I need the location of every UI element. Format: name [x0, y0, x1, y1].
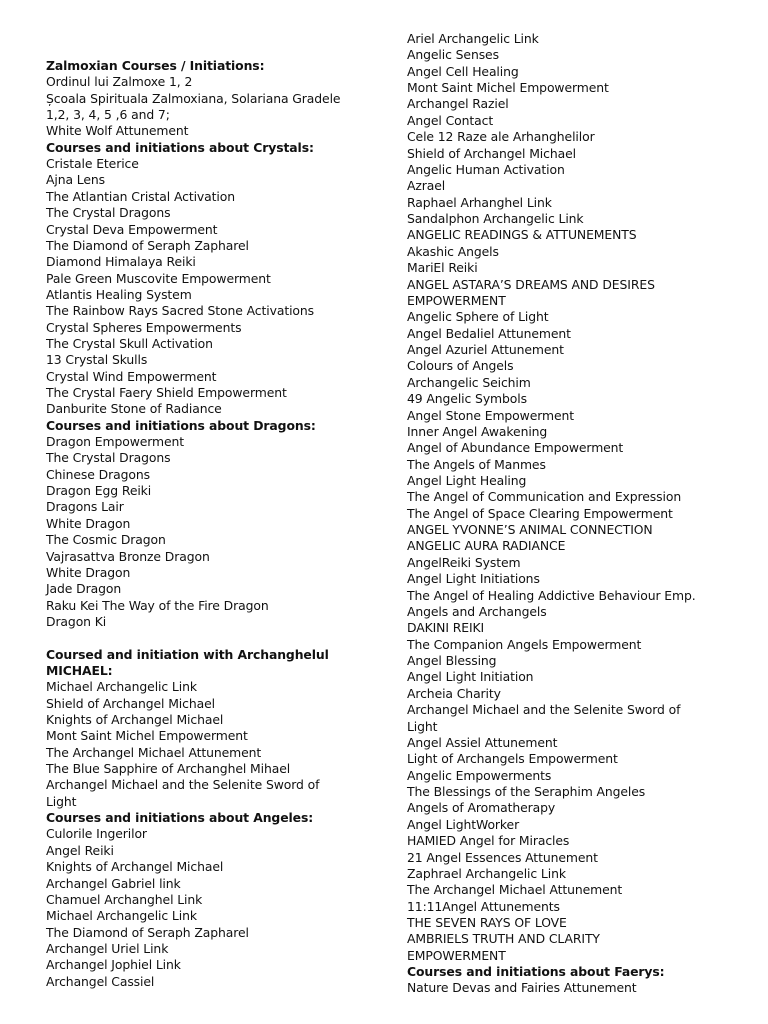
list-item: Angelic Empowerments	[407, 767, 552, 783]
list-item: Angel Light Healing	[407, 472, 527, 488]
list-item: Dragon Egg Reiki	[46, 483, 152, 499]
list-item: Angel Contact	[407, 112, 494, 128]
list-item: Chamuel Archanghel Link	[46, 891, 203, 907]
list-item: Școala Spirituala Zalmoxiana, Solariana Gradele	[46, 90, 341, 106]
list-item: Pale Green Muscovite Empowerment	[46, 270, 271, 286]
list-item: The Crystal Dragons	[46, 205, 171, 221]
list-item: Michael Archangelic Link	[46, 679, 197, 695]
list-item: Atlantis Healing System	[46, 286, 192, 302]
list-item: Angel Bedaliel Attunement	[407, 325, 571, 341]
list-item: The Crystal Dragons	[46, 450, 171, 466]
list-item: DAKINI REIKI	[407, 620, 485, 636]
list-item: Dragons Lair	[46, 499, 124, 515]
section-heading: Coursed and initiation with Archanghelul	[46, 646, 329, 662]
list-item: Angel Stone Empowerment	[407, 407, 575, 423]
list-item: The Blessings of the Seraphim Angeles	[407, 784, 646, 800]
list-item: The Angels of Manmes	[407, 456, 546, 472]
list-item: Raku Kei The Way of the Fire Dragon	[46, 597, 269, 613]
list-item: The Crystal Skull Activation	[46, 335, 213, 351]
list-item: 13 Crystal Skulls	[46, 352, 148, 368]
list-item: White Wolf Attunement	[46, 123, 189, 139]
section-heading: Courses and initiations about Faerys:	[407, 964, 665, 980]
list-item: Crystal Wind Empowerment	[46, 368, 217, 384]
list-item: Angel Light Initiations	[407, 571, 540, 587]
list-item: ANGEL YVONNE’S ANIMAL CONNECTION	[407, 522, 653, 538]
list-item: The Blue Sapphire of Archanghel Mihael	[46, 761, 291, 777]
list-item: Angel Blessing	[407, 653, 497, 669]
list-item: Angel LightWorker	[407, 816, 520, 832]
list-item: The Archangel Michael Attunement	[407, 882, 623, 898]
list-item: AngelReiki System	[407, 554, 521, 570]
list-item: Jade Dragon	[46, 581, 122, 597]
list-item: 49 Angelic Symbols	[407, 391, 527, 407]
list-item: The Angel of Space Clearing Empowerment	[407, 505, 673, 521]
list-item: The Companion Angels Empowerment	[407, 636, 642, 652]
list-item: Angel Assiel Attunement	[407, 734, 558, 750]
list-item: Archangel Cassiel	[46, 973, 155, 989]
section-heading: Zalmoxian Courses / Initiations:	[46, 58, 265, 73]
list-item: ANGEL ASTARA’S DREAMS AND DESIRES	[407, 276, 655, 292]
list-item: The Diamond of Seraph Zapharel	[46, 237, 249, 253]
section-heading: Courses and initiations about Crystals:	[46, 139, 314, 155]
list-item: White Dragon	[46, 564, 131, 580]
list-item: The Rainbow Rays Sacred Stone Activations	[46, 303, 315, 319]
list-item: Archangelic Seichim	[407, 374, 531, 390]
list-item: Knights of Archangel Michael	[46, 859, 224, 875]
list-item: Archangel Uriel Link	[46, 940, 169, 956]
list-item: Culorile Ingerilor	[46, 826, 147, 842]
list-item: 11:11Angel Attunements	[407, 898, 560, 914]
list-item: Angels and Archangels	[407, 603, 547, 619]
list-item: Angel Reiki	[46, 842, 114, 858]
list-item: 1,2, 3, 4, 5 ,6 and 7;	[46, 107, 170, 123]
list-item: Archangel Jophiel Link	[46, 957, 181, 973]
list-item: Archangel Michael and the Selenite Sword of	[46, 777, 320, 793]
list-item: Vajrasattva Bronze Dragon	[46, 548, 210, 564]
list-item: THE SEVEN RAYS OF LOVE	[407, 914, 567, 930]
list-item: Azrael	[407, 178, 446, 194]
list-item: Angelic Sphere of Light	[407, 309, 549, 325]
list-item: Angelic Human Activation	[407, 161, 565, 177]
list-item: Archangel Gabriel link	[46, 875, 181, 891]
list-item: Ordinul lui Zalmoxe 1, 2	[46, 74, 193, 90]
list-item: EMPOWERMENT	[407, 947, 506, 963]
list-item: White Dragon	[46, 515, 131, 531]
list-item: Ajna Lens	[46, 172, 106, 188]
list-item: Akashic Angels	[407, 243, 499, 259]
list-item: Danburite Stone of Radiance	[46, 401, 222, 417]
list-item: Archangel Michael and the Selenite Sword of	[407, 702, 681, 718]
list-item: Chinese Dragons	[46, 466, 150, 482]
list-item: Angel of Abundance Empowerment	[407, 440, 624, 456]
list-item: Angelic Senses	[407, 47, 499, 63]
list-item: Angel Cell Healing	[407, 63, 519, 79]
list-item: Angels of Aromatherapy	[407, 800, 556, 816]
list-item: Mont Saint Michel Empowerment	[407, 80, 609, 96]
list-item: Knights of Archangel Michael	[46, 712, 224, 727]
list-item: The Atlantian Cristal Activation	[46, 188, 235, 204]
list-item: EMPOWERMENT	[407, 292, 506, 308]
list-item: Sandalphon Archangelic Link	[407, 211, 584, 227]
list-item: Cele 12 Raze ale Arhanghelilor	[407, 129, 595, 145]
list-item: The Diamond of Seraph Zapharel	[46, 924, 249, 940]
list-item: Crystal Deva Empowerment	[46, 221, 218, 237]
list-item: Angel Azuriel Attunement	[407, 342, 564, 358]
list-item: Dragon Empowerment	[46, 434, 185, 450]
list-item: ANGELIC AURA RADIANCE	[407, 538, 566, 554]
list-item: The Cosmic Dragon	[46, 532, 166, 548]
list-item: Cristale Eterice	[46, 156, 139, 172]
list-item: Dragon Ki	[46, 613, 107, 629]
list-item: Light of Archangels Empowerment	[407, 751, 618, 767]
list-item: The Crystal Faery Shield Empowerment	[46, 385, 287, 400]
list-item: Archeia Charity	[407, 685, 501, 701]
list-item: Michael Archangelic Link	[46, 908, 197, 924]
list-item: HAMIED Angel for Miracles	[407, 833, 570, 849]
list-item: Crystal Spheres Empowerments	[46, 319, 242, 335]
list-item: Diamond Himalaya Reiki	[46, 254, 196, 270]
section-heading: Courses and initiations about Angeles:	[46, 810, 314, 826]
list-item: Archangel Raziel	[407, 96, 509, 112]
list-item: AMBRIELS TRUTH AND CLARITY	[407, 931, 600, 947]
list-item: Ariel Archangelic Link	[407, 31, 539, 46]
list-item: Angel Light Initiation	[407, 669, 534, 685]
list-item: Shield of Archangel Michael	[407, 145, 576, 161]
section-heading: Courses and initiations about Dragons:	[46, 417, 316, 433]
list-item: Inner Angel Awakening	[407, 423, 548, 439]
list-item: Nature Devas and Fairies Attunement	[407, 980, 637, 996]
list-item: ANGELIC READINGS & ATTUNEMENTS	[407, 227, 637, 243]
list-item: Shield of Archangel Michael	[46, 695, 215, 711]
list-item: MariEl Reiki	[407, 260, 478, 276]
list-item: Zaphrael Archangelic Link	[407, 865, 566, 881]
list-item: Light	[46, 793, 77, 809]
list-item: Raphael Arhanghel Link	[407, 194, 552, 210]
list-item: The Archangel Michael Attunement	[46, 744, 262, 760]
list-item: 21 Angel Essences Attunement	[407, 849, 598, 865]
list-item: Mont Saint Michel Empowerment	[46, 728, 248, 744]
list-item: The Angel of Communication and Expression	[407, 489, 682, 505]
list-item: Colours of Angels	[407, 358, 514, 374]
section-heading: MICHAEL:	[46, 662, 113, 678]
list-item: The Angel of Healing Addictive Behaviour Emp.	[407, 587, 696, 603]
list-item: Light	[407, 718, 438, 734]
